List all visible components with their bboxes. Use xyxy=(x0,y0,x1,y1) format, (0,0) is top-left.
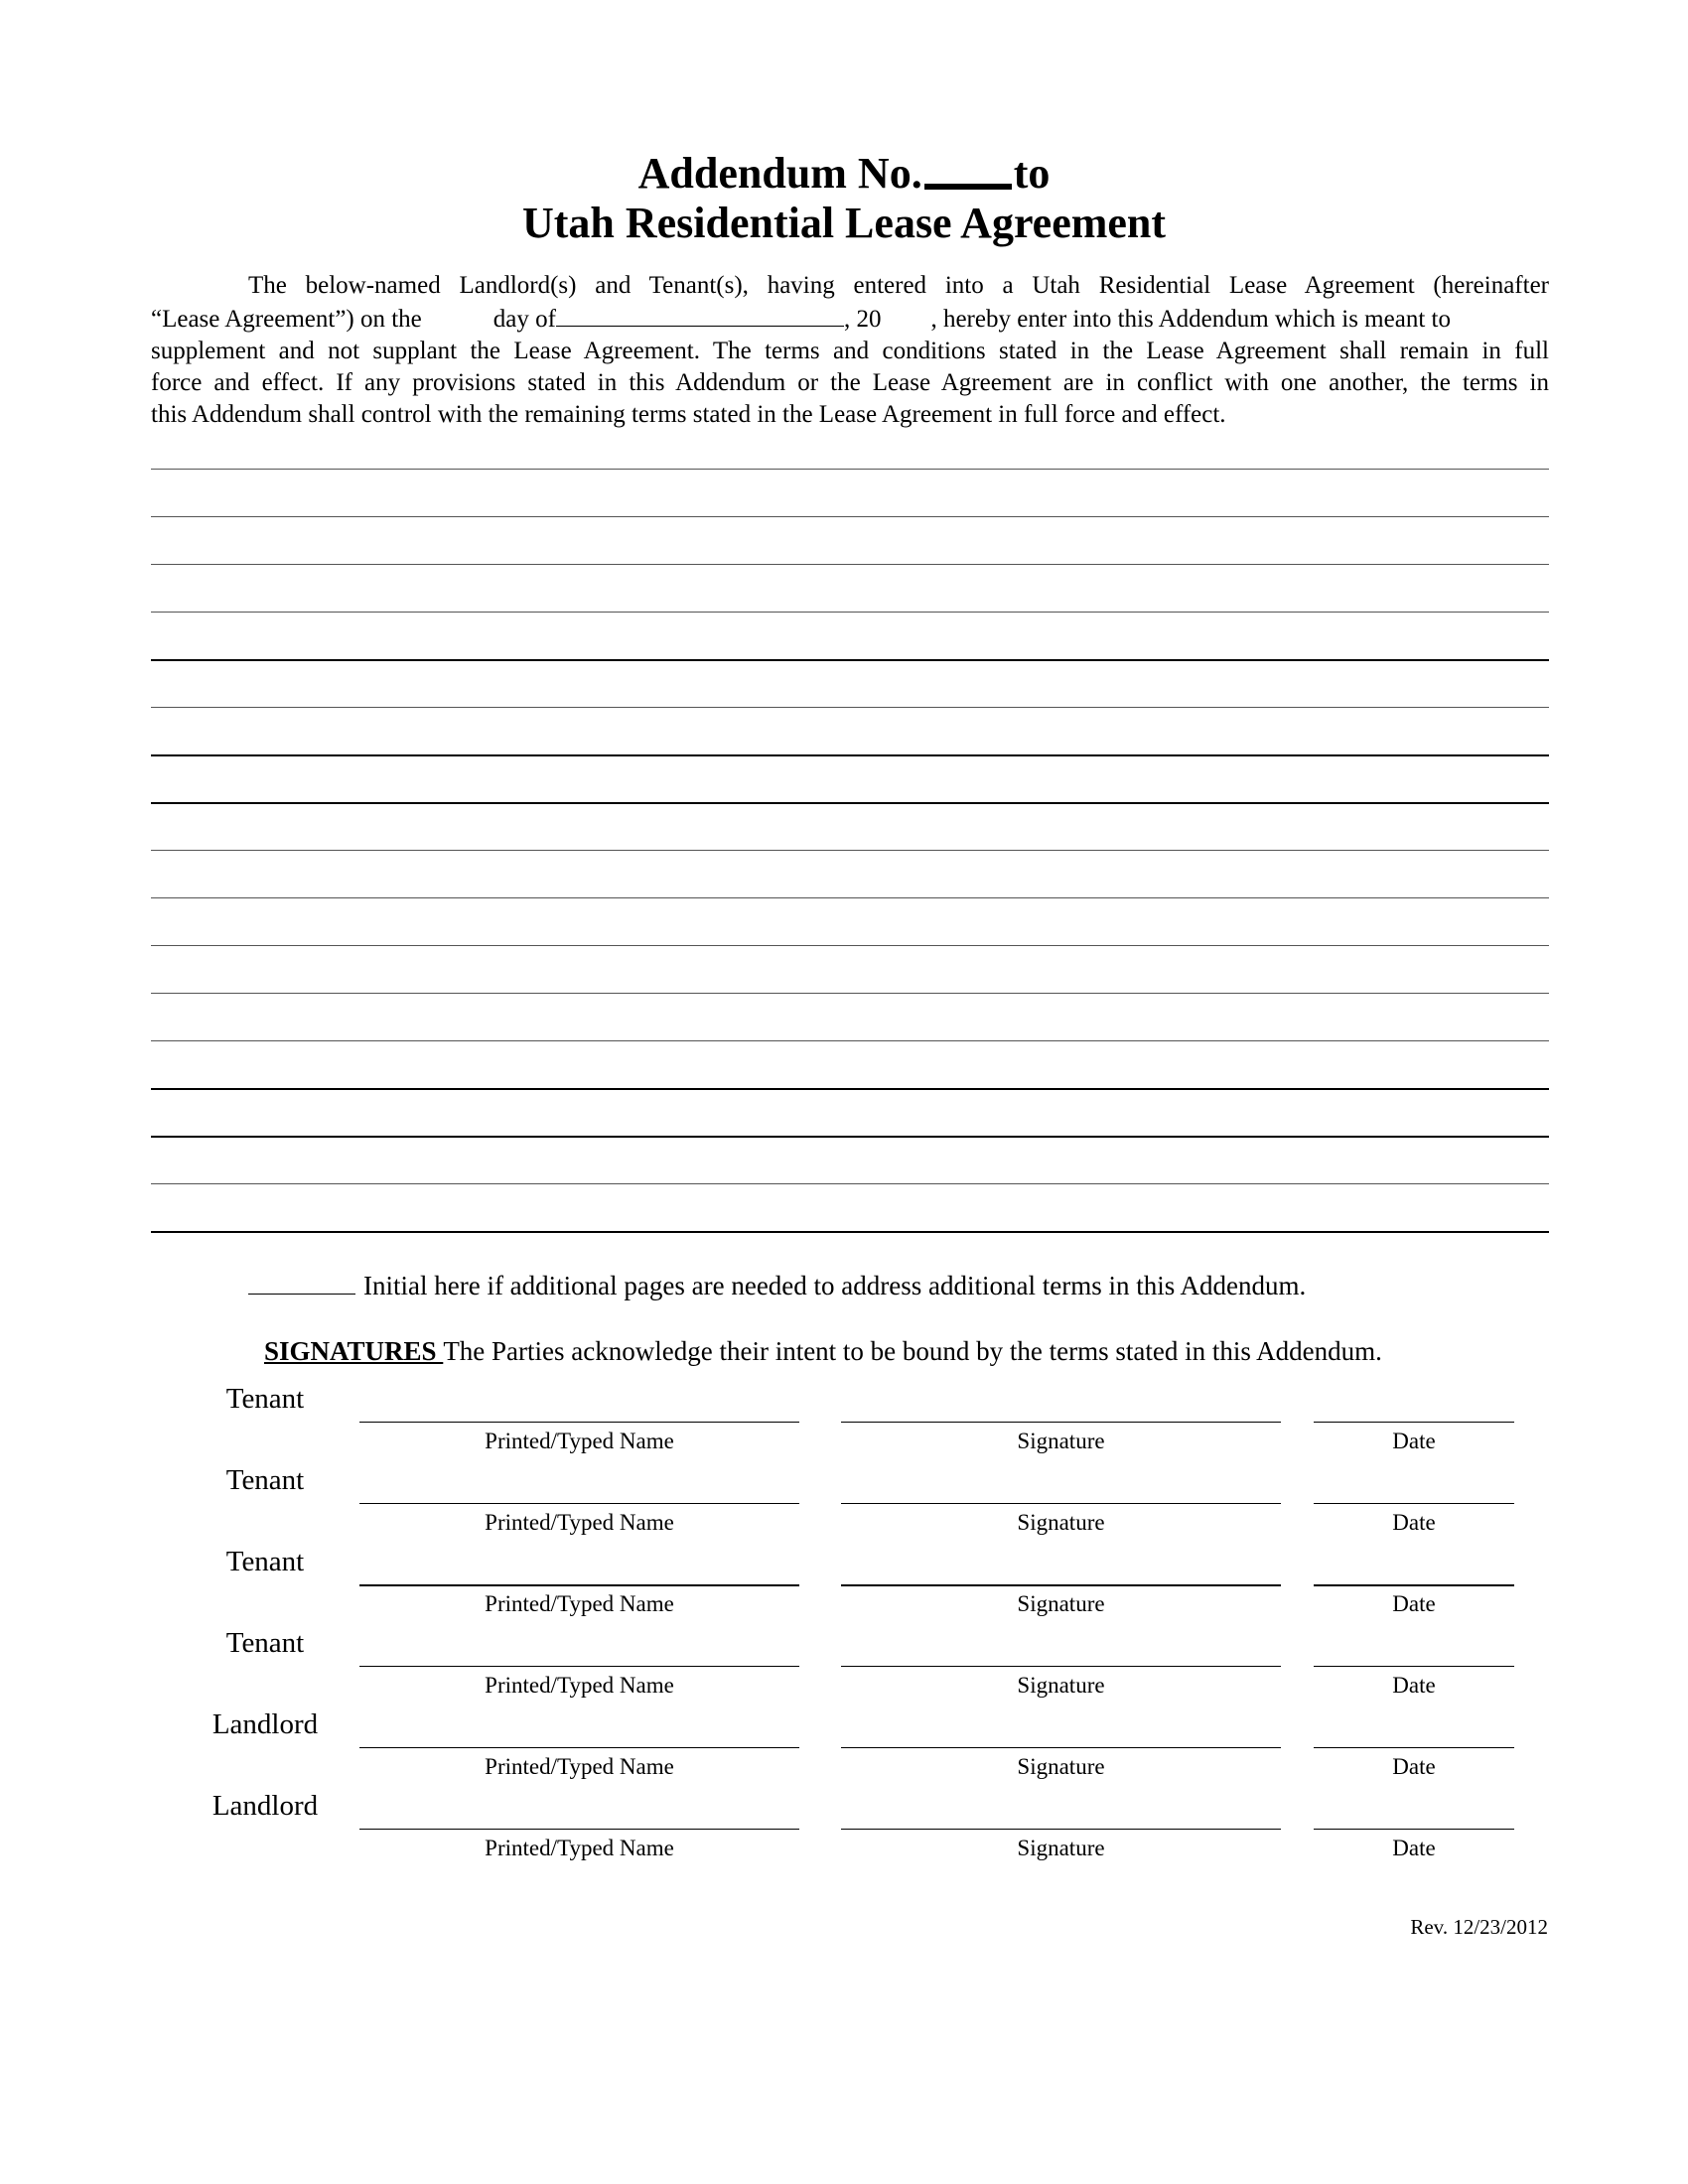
signatures-intro xyxy=(264,1334,1382,1368)
signature-line[interactable] xyxy=(841,1584,1281,1586)
name-caption: Printed/Typed Name xyxy=(485,1673,674,1698)
writing-line[interactable] xyxy=(151,754,1549,756)
name-line[interactable] xyxy=(359,1584,799,1586)
signatures-heading: SIGNATURES xyxy=(264,1336,444,1366)
writing-line[interactable] xyxy=(151,850,1549,851)
signature-line[interactable] xyxy=(841,1422,1281,1423)
writing-line[interactable] xyxy=(151,564,1549,565)
writing-line[interactable] xyxy=(151,993,1549,994)
signature-caption: Signature xyxy=(1017,1429,1105,1453)
signatures-statement: The Parties acknowledge their intent to be bound by the terms stated in this Addendum. xyxy=(443,1336,1382,1366)
date-caption: Date xyxy=(1392,1510,1436,1535)
date-line[interactable] xyxy=(1314,1829,1514,1830)
intro-text-2b: day of xyxy=(492,306,556,333)
signature-caption: Signature xyxy=(1017,1836,1105,1860)
party-role: Tenant xyxy=(225,1383,305,1415)
date-caption: Date xyxy=(1392,1429,1436,1453)
signature-row xyxy=(0,1463,1688,1547)
date-line[interactable] xyxy=(1314,1747,1514,1748)
signature-caption: Signature xyxy=(1017,1591,1105,1616)
addendum-number-blank[interactable] xyxy=(924,184,1012,190)
date-caption: Date xyxy=(1392,1673,1436,1698)
date-line[interactable] xyxy=(1314,1422,1514,1423)
name-line[interactable] xyxy=(359,1422,799,1423)
intro-text-2a: “Lease Agreement”) on the xyxy=(151,306,422,333)
signature-row xyxy=(0,1626,1688,1709)
name-line[interactable] xyxy=(359,1666,799,1667)
name-caption: Printed/Typed Name xyxy=(485,1591,674,1616)
writing-line[interactable] xyxy=(151,1040,1549,1041)
signature-row xyxy=(0,1545,1688,1628)
signature-row xyxy=(0,1789,1688,1872)
signature-caption: Signature xyxy=(1017,1673,1105,1698)
intro-line-5: this Addendum shall control with the remaining terms stated in the Lease Agreement in full force and effect. xyxy=(151,401,1226,428)
signature-row xyxy=(0,1707,1688,1791)
writing-line[interactable] xyxy=(151,802,1549,804)
name-line[interactable] xyxy=(359,1747,799,1748)
signature-caption: Signature xyxy=(1017,1510,1105,1535)
name-caption: Printed/Typed Name xyxy=(485,1836,674,1860)
name-line[interactable] xyxy=(359,1829,799,1830)
writing-line[interactable] xyxy=(151,516,1549,517)
party-role: Tenant xyxy=(225,1546,305,1577)
party-role: Landlord xyxy=(211,1790,319,1822)
writing-line[interactable] xyxy=(151,1136,1549,1138)
title-prefix: Addendum No. xyxy=(637,149,922,198)
party-role: Landlord xyxy=(211,1708,319,1740)
initial-blank[interactable] xyxy=(248,1268,355,1295)
writing-line[interactable] xyxy=(151,897,1549,898)
intro-line-2 xyxy=(151,302,1549,336)
writing-line[interactable] xyxy=(151,707,1549,708)
month-blank[interactable] xyxy=(556,302,844,327)
writing-line[interactable] xyxy=(151,1183,1549,1184)
initial-row xyxy=(248,1268,1306,1302)
title-suffix: to xyxy=(1013,149,1051,198)
writing-line[interactable] xyxy=(151,612,1549,613)
date-caption: Date xyxy=(1392,1754,1436,1779)
name-line[interactable] xyxy=(359,1503,799,1504)
intro-text-2c: , 20 xyxy=(843,306,882,333)
signature-line[interactable] xyxy=(841,1503,1281,1504)
party-role: Tenant xyxy=(225,1464,305,1496)
writing-line[interactable] xyxy=(151,1088,1549,1090)
signature-line[interactable] xyxy=(841,1747,1281,1748)
writing-line[interactable] xyxy=(151,1231,1549,1233)
date-line[interactable] xyxy=(1314,1503,1514,1504)
intro-line-1 xyxy=(151,270,1549,302)
intro-text-1: The below-named Landlord(s) and Tenant(s), having entered into a Utah Residential Lease Agreement (hereinafter xyxy=(248,272,1549,299)
intro-text-2d: , hereby enter into this Addendum which is meant to xyxy=(930,306,1451,333)
revision-note: Rev. 12/23/2012 xyxy=(1410,1915,1548,1939)
initial-text: Initial here if additional pages are needed to address additional terms in this Addendum. xyxy=(363,1271,1307,1300)
writing-line[interactable] xyxy=(151,945,1549,946)
intro-line-4: force and effect. If any provisions stated in this Addendum or the Lease Agreement are in conflict with one another, the terms in xyxy=(151,369,1549,396)
date-line[interactable] xyxy=(1314,1584,1514,1586)
date-caption: Date xyxy=(1392,1591,1436,1616)
writing-line[interactable] xyxy=(151,659,1549,661)
document-title-line2: Utah Residential Lease Agreement xyxy=(521,199,1167,247)
intro-line-3: supplement and not supplant the Lease Agreement. The terms and conditions stated in the Lease Agreement shall remain in full xyxy=(151,338,1549,364)
signature-caption: Signature xyxy=(1017,1754,1105,1779)
name-caption: Printed/Typed Name xyxy=(485,1754,674,1779)
writing-line[interactable] xyxy=(151,469,1549,470)
signature-row xyxy=(0,1382,1688,1465)
date-caption: Date xyxy=(1392,1836,1436,1860)
signature-line[interactable] xyxy=(841,1829,1281,1830)
date-line[interactable] xyxy=(1314,1666,1514,1667)
name-caption: Printed/Typed Name xyxy=(485,1429,674,1453)
name-caption: Printed/Typed Name xyxy=(485,1510,674,1535)
intro-paragraph xyxy=(151,270,1549,431)
party-role: Tenant xyxy=(225,1627,305,1659)
document-title-line1 xyxy=(0,149,1688,199)
signature-line[interactable] xyxy=(841,1666,1281,1667)
